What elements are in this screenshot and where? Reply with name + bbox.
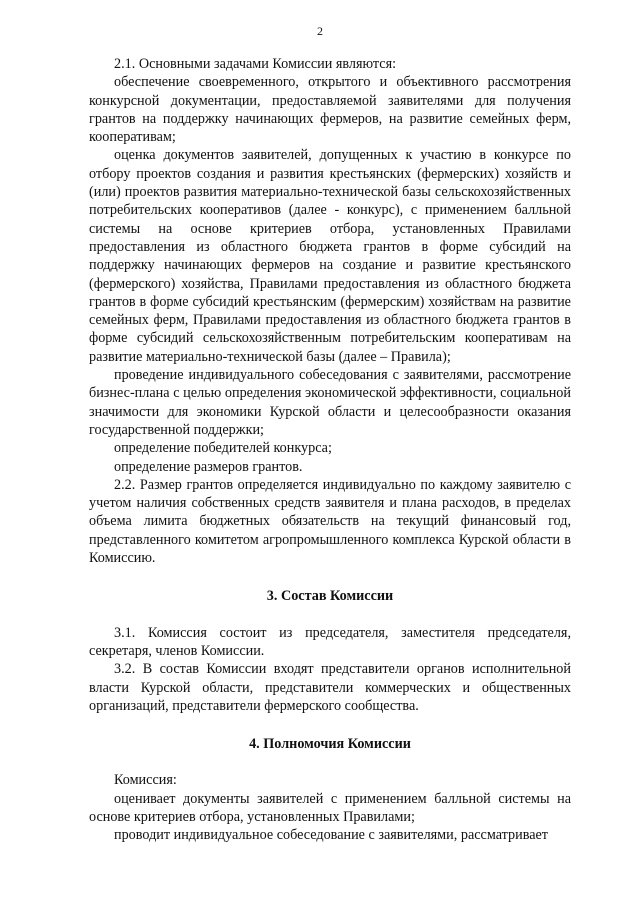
- section-3-heading: 3. Состав Комиссии: [266, 588, 394, 605]
- paragraph-commission-label: Комиссия:: [114, 772, 177, 789]
- document-body: [89, 55, 571, 845]
- paragraph-power-interview: проводит индивидуальное собеседование с заявителями, рассматривает: [114, 827, 549, 844]
- paragraph-task-winners: определение победителей конкурса;: [114, 440, 332, 457]
- section-4-heading: 4. Полномочия Комиссии: [249, 736, 411, 753]
- paragraph-2-2: 2.2. Размер грантов определяется индивидуально по каждому заявителю с учетом наличия собственных средств заявителя и плана расходов, в пределах объема лимита бюджетных обязательств на текущий финансовый год, представленного комитетом агропромышленного комплекса Курской области в Комиссию.: [89, 476, 571, 567]
- paragraph-task-evaluation: оценка документов заявителей, допущенных к участию в конкурсе по отбору проектов создания и развития крестьянских (фермерских) хозяйств и (или) проектов развития материально-технической базы сельскохозяйственных потребительских кооперативов (далее - конкурс), с применением балльной системы на основе критериев отбора, установленных Правилами предоставления из областного бюджета грантов в форме субсидий на поддержку начинающих фермеров на создание и развитие крестьянского (фермерского) хозяйства, Правилами предоставления из областного бюджета грантов в форме субсидий крестьянским (фермерским) хозяйствам на развитие семейных ферм, Правилами предоставления из областного бюджета грантов в форме субсидий сельскохозяйственным потребительским кооперативам на развитие материально-технической базы (далее – Правила);: [89, 147, 571, 365]
- paragraph-3-1: 3.1. Комиссия состоит из председателя, заместителя председателя, секретаря, членов Комиссии.: [89, 624, 571, 659]
- paragraph-task-grant-size: определение размеров грантов.: [114, 458, 303, 475]
- paragraph-task-review: обеспечение своевременного, открытого и объективного рассмотрения конкурсной документации, предоставляемой заявителями для получения грантов на поддержку начинающих фермеров, на развитие семейных ферм, кооперативам;: [89, 74, 571, 146]
- paragraph-3-2: 3.2. В состав Комиссии входят представители органов исполнительной власти Курской области, представители коммерческих и общественных организаций, представители фермерского сообщества.: [89, 661, 571, 714]
- paragraph-2-1: 2.1. Основными задачами Комиссии являются:: [114, 56, 397, 72]
- page-number: 2: [317, 24, 323, 38]
- paragraph-task-interview: проведение индивидуального собеседования с заявителями, рассмотрение бизнес-плана с целью определения экономической эффективности, социальной значимости для экономики Курской области и целесообразности оказания государственной поддержки;: [89, 367, 571, 438]
- paragraph-power-evaluate: оценивает документы заявителей с применением балльной системы на основе критериев отбора, установленных Правилами;: [89, 790, 571, 825]
